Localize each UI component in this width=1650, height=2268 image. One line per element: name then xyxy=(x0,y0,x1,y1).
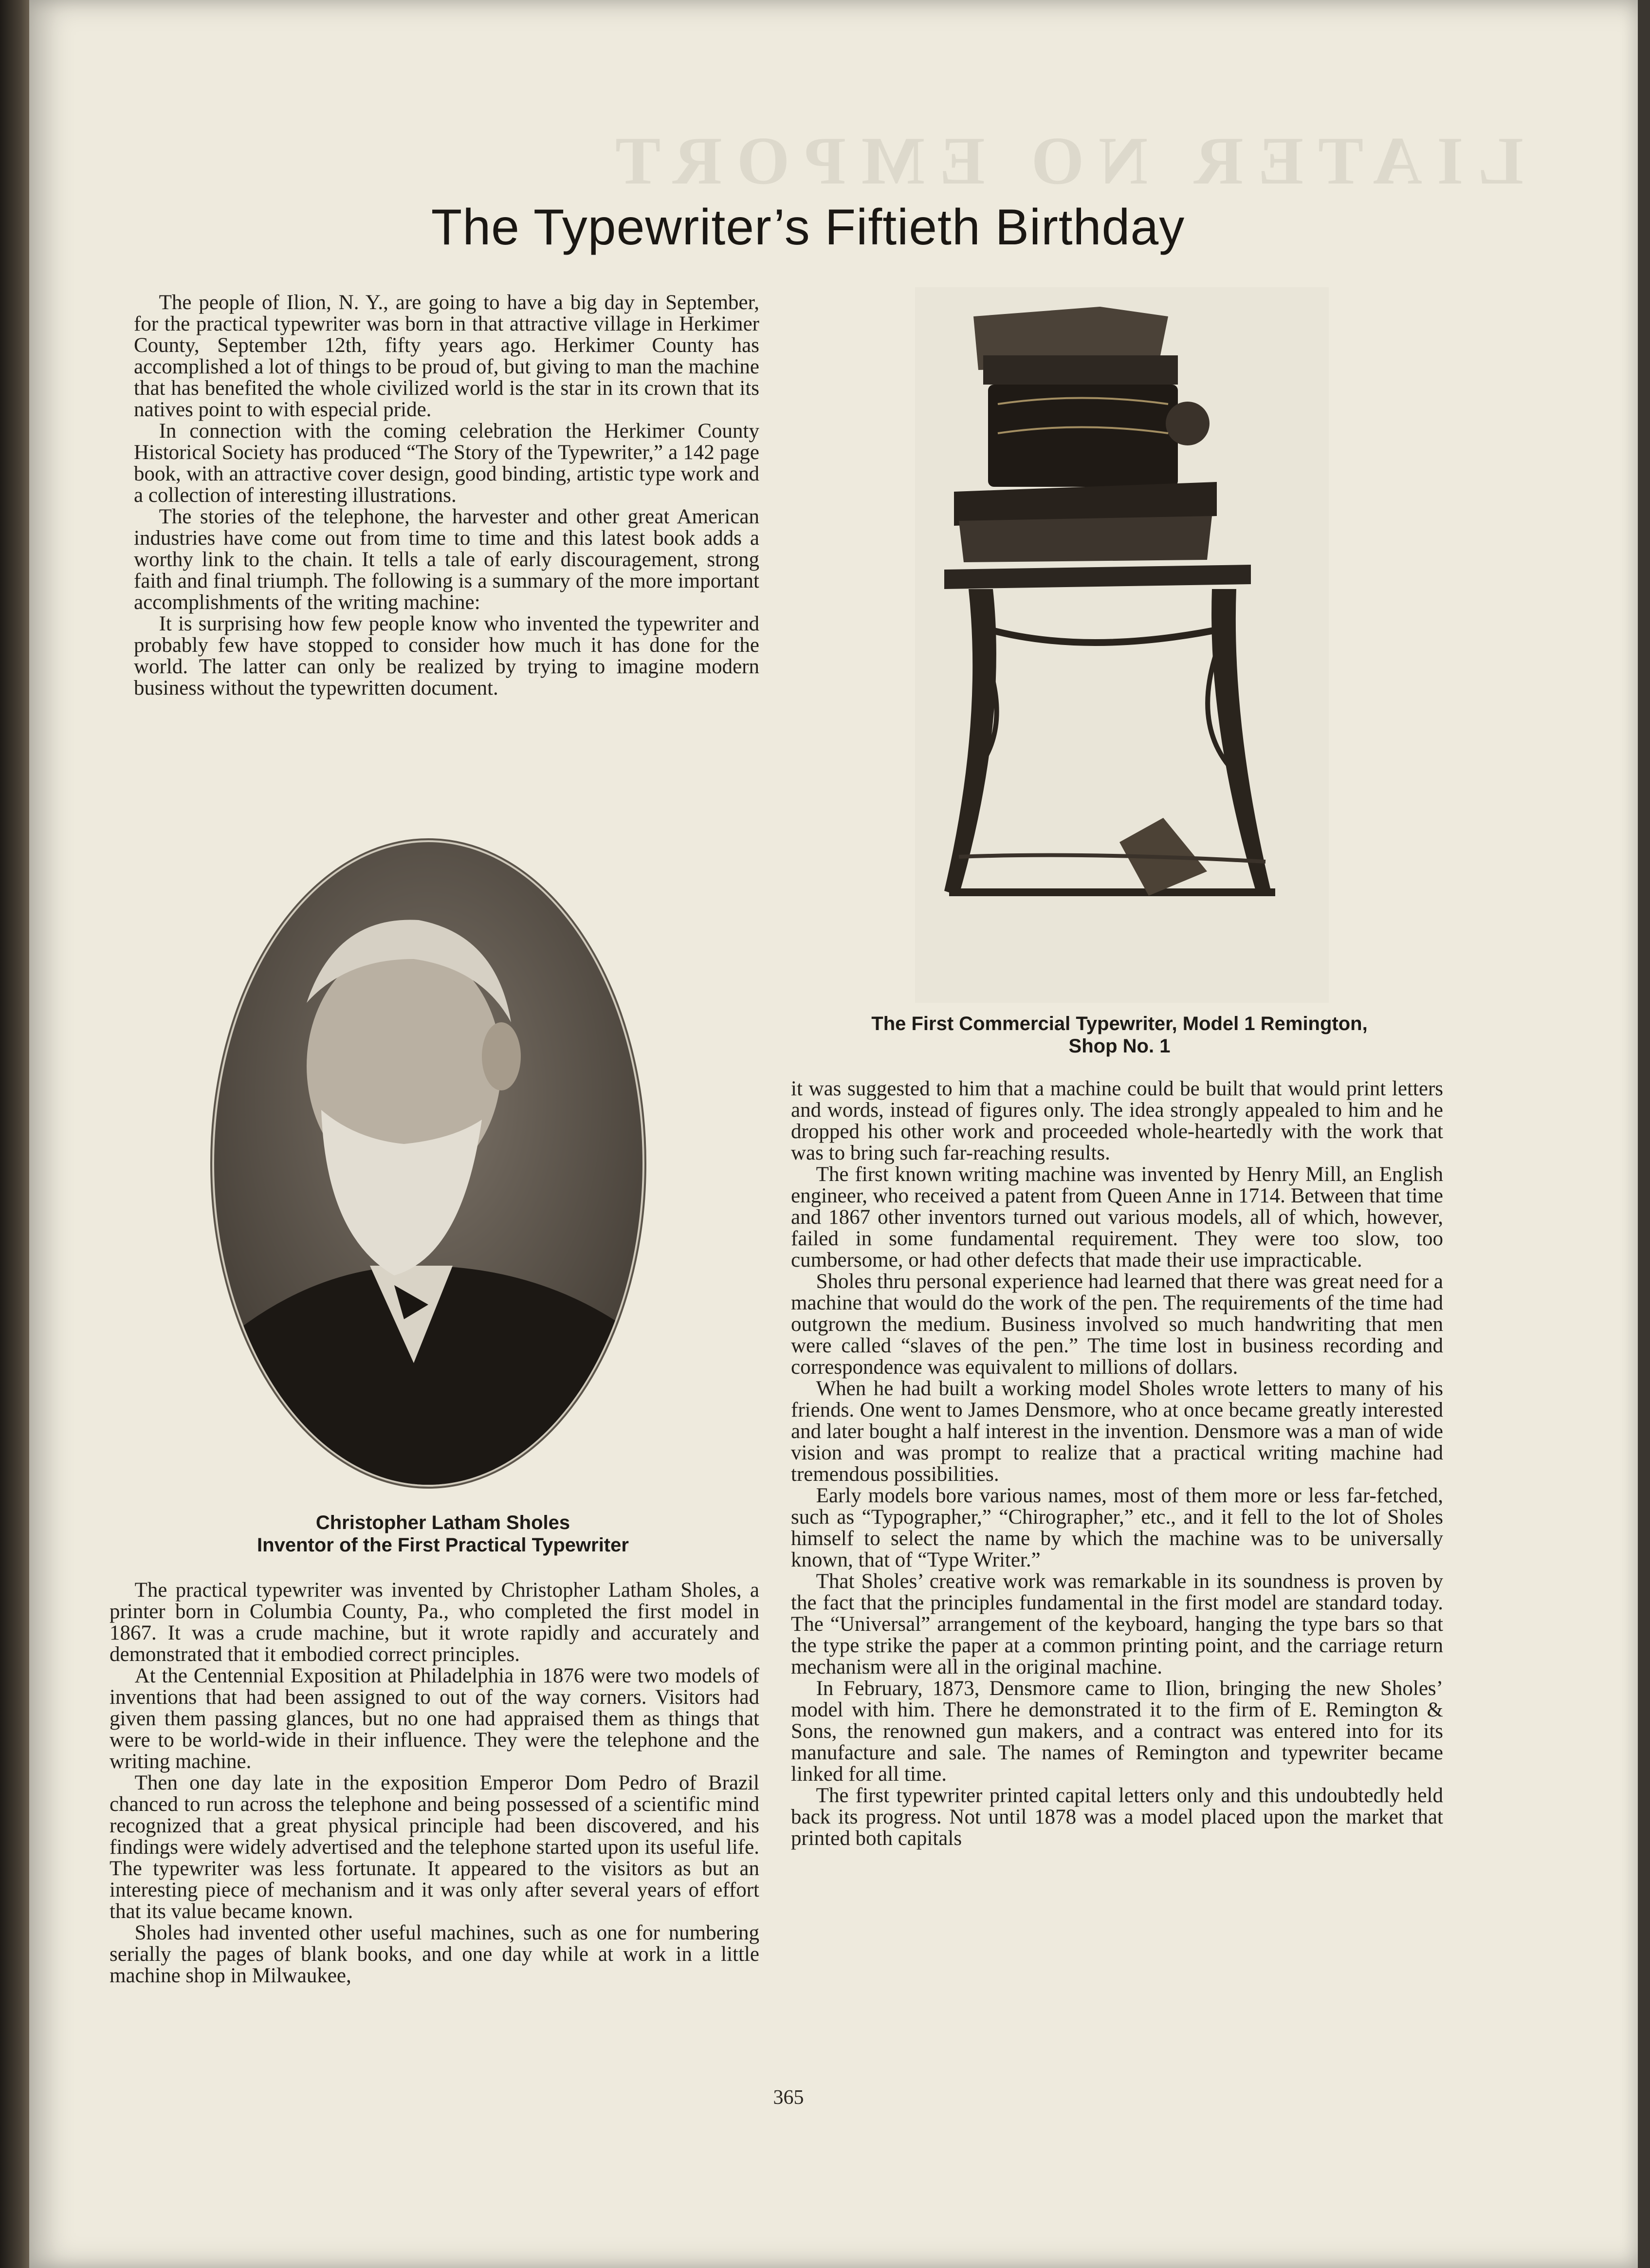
paragraph: In connection with the coming celebration the Herkimer County Historical Society has produced “The Story of the Typewriter,” a 142 page book, with an attractive cover design, good binding, artistic type work and a collection of interesting illustrations. xyxy=(134,420,759,507)
paragraph: Early models bore various names, most of them more or less far-fetched, such as “Typographer,” “Chirographer,” etc., and it fell to the lot of Sholes himself to select the name by which the machine was to be universally known, that of “Type Writer.” xyxy=(791,1484,1443,1571)
paragraph: Then one day late in the exposition Emperor Dom Pedro of Brazil chanced to run across the telephone and being possessed of a scientific mind recognized that a great physical principle had been discovered, and his findings were widely advertised and the telephone started upon its useful life. The typewriter was less fortunate. It appeared to the visitors as but an interesting piece of mechanism and it was only after several years of effort that its value became known. xyxy=(110,1771,759,1923)
left-column xyxy=(110,1580,759,1987)
typewriter-caption xyxy=(784,1013,1455,1057)
article-title: The Typewriter’s Fiftieth Birthday xyxy=(431,199,1185,256)
paragraph: The first known writing machine was invented by Henry Mill, an English engineer, who received a patent from Queen Anne in 1714. Between that time and 1867 other inventors turned out various models, all of which, however, failed in some fundamental requirement. They were too slow, too cumbersome, or had other defects that made their use impracticable. xyxy=(791,1163,1443,1272)
portrait-photo xyxy=(209,837,647,1490)
typewriter-caption-line: Shop No. 1 xyxy=(1068,1035,1171,1057)
show-through-text: LIATER NO EMPORT xyxy=(601,123,1523,199)
paragraph: The people of Ilion, N. Y., are going to have a big day in September, for the practical typewriter was born in that attractive village in Herkimer County, September 12th, fifty years ago. Herkimer County has accomplished a lot of things to be proud of, but giving to man the machine that has benefited the whole civilized world is the star in its crown that its natives point to with especial pride. xyxy=(134,291,759,421)
paragraph: it was suggested to him that a machine could be built that would print letters and words, instead of figures only. The idea strongly appealed to him and he dropped his other work and proceeded whole-heartedly with the work that was to bring such far-reaching results. xyxy=(791,1077,1443,1164)
typewriter-caption-line: The First Commercial Typewriter, Model 1 Remington, xyxy=(871,1013,1368,1034)
portrait-caption xyxy=(146,1512,740,1556)
portrait-caption-role: Inventor of the First Practical Typewriter xyxy=(257,1534,629,1556)
paragraph: That Sholes’ creative work was remarkable in its soundness is proven by the fact that the principles fundamental in the first model are standard today. The “Universal” arrangement of the keyboard, hanging the type bars so that the type strike the paper at a common printing point, and the carriage return mechanism were all in the original machine. xyxy=(791,1570,1443,1678)
portrait-caption-name: Christopher Latham Sholes xyxy=(315,1512,570,1533)
paragraph: The practical typewriter was invented by Christopher Latham Sholes, a printer born in Columbia County, Pa., who completed the first model in 1867. It was a crude machine, but it wrote rapidly and accurately and demonstrated that it embodied correct principles. xyxy=(110,1579,759,1666)
intro-column xyxy=(134,292,759,699)
paragraph: The first typewriter printed capital letters only and this undoubtedly held back its progress. Not until 1878 was a model placed upon the market that printed both capitals xyxy=(791,1784,1443,1850)
paragraph: At the Centennial Exposition at Philadelphia in 1876 were two models of inventions that had been assigned to out of the way corners. Visitors had given them passing glances, but no one had appraised them as things that were to be world-wide in their influence. They were the telephone and the writing machine. xyxy=(110,1664,759,1773)
typewriter-photo xyxy=(915,287,1329,1003)
paragraph: In February, 1873, Densmore came to Ilion, bringing the new Sholes’ model with him. There he demonstrated it to the firm of E. Remington & Sons, the renowned gun makers, and a contract was entered into for its manufacture and sale. The names of Remington and typewriter became linked for all time. xyxy=(791,1677,1443,1786)
paragraph: It is surprising how few people know who invented the typewriter and probably few have stopped to consider how much it has done for the world. The latter can only be realized by trying to imagine modern business without the typewritten document. xyxy=(134,612,759,700)
paragraph: Sholes had invented other useful machines, such as one for numbering serially the pages of blank books, and one day while at work in a little machine shop in Milwaukee, xyxy=(110,1921,759,1987)
paragraph: Sholes thru personal experience had learned that there was great need for a machine that would do the work of the pen. The requirements of the time had outgrown the medium. Business involved so much handwriting that men were called “slaves of the pen.” The time lost in business recording and correspondence was equivalent to millions of dollars. xyxy=(791,1270,1443,1379)
right-column xyxy=(791,1078,1443,1849)
paragraph: The stories of the telephone, the harvester and other great American industries have come out from time to time and this latest book adds a worthy link to the chain. It tells a tale of early discouragement, strong faith and final triumph. The following is a summary of the more important accomplishments of the writing machine: xyxy=(134,505,759,614)
page-number: 365 xyxy=(773,2086,804,2109)
paragraph: When he had built a working model Sholes wrote letters to many of his friends. One went to James Densmore, who at once became greatly interested and later bought a half interest in the invention. Densmore was a man of wide vision and was prompt to realize that a practical writing machine had tremendous possibilities. xyxy=(791,1377,1443,1486)
